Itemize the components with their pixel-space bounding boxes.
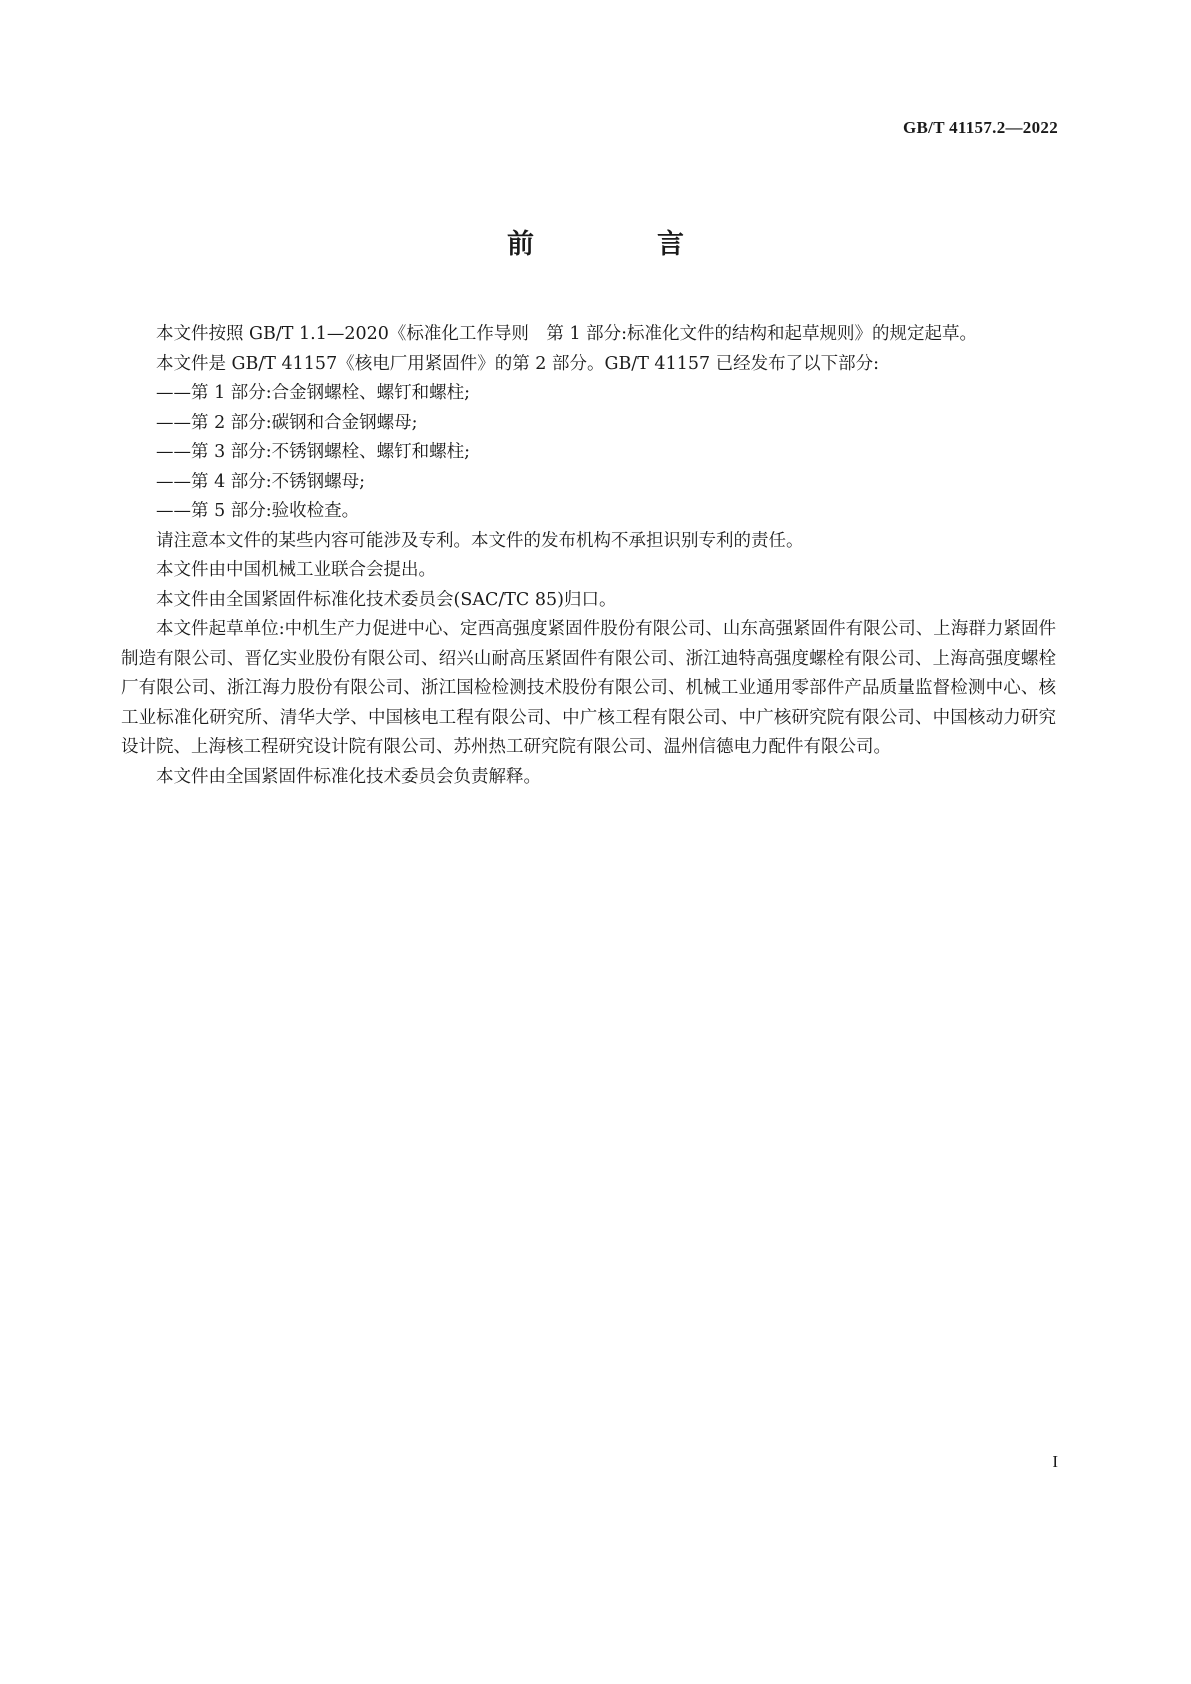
paragraph-technical-committee: 本文件由全国紧固件标准化技术委员会(SAC/TC 85)归口。 [156,589,617,610]
paragraph-drafting-units: 本文件起草单位:中机生产力促进中心、定西高强度紧固件股份有限公司、山东高强紧固件有限公司、上海群力紧固件制造有限公司、晋亿实业股份有限公司、绍兴山耐高压紧固件有限公司、浙江迪特高强度螺栓有限公司、上海高强度螺栓厂有限公司、浙江海力股份有限公司、浙江国检检测技术股份有限公司、机械工业通用零部件产品质量监督检测中心、核工业标准化研究所、清华大学、中国核电工程有限公司、中广核工程有限公司、中广核研究院有限公司、中国核动力研究设计院、上海核工程研究设计院有限公司、苏州热工研究院有限公司、温州信德电力配件有限公司。 [121,619,1056,757]
page-number: I [1052,1452,1058,1471]
page-title: 前 言 [507,229,732,260]
foreword-body [121,320,1056,792]
paragraph-drafting-basis: 本文件按照 GB/T 1.1—2020《标准化工作导则 第 1 部分:标准化文件的结构和起草规则》的规定起草。 [156,324,978,344]
list-item-part-4: ——第 4 部分:不锈钢螺母; [156,471,366,492]
list-item-part-1: ——第 1 部分:合金钢螺栓、螺钉和螺柱; [156,383,471,403]
list-item-part-5: ——第 5 部分:验收检查。 [156,501,360,521]
paragraph-series-intro: 本文件是 GB/T 41157《核电厂用紧固件》的第 2 部分。GB/T 41157 已经发布了以下部分: [156,353,880,374]
list-item-part-3: ——第 3 部分:不锈钢螺栓、螺钉和螺柱; [156,442,471,462]
paragraph-interpretation: 本文件由全国紧固件标准化技术委员会负责解释。 [156,766,541,787]
paragraph-patent-notice: 请注意本文件的某些内容可能涉及专利。本文件的发布机构不承担识别专利的责任。 [156,530,804,551]
list-item-part-2: ——第 2 部分:碳钢和合金钢螺母; [156,412,418,433]
paragraph-proposer: 本文件由中国机械工业联合会提出。 [156,560,436,580]
standard-number: GB/T 41157.2—2022 [903,118,1058,137]
